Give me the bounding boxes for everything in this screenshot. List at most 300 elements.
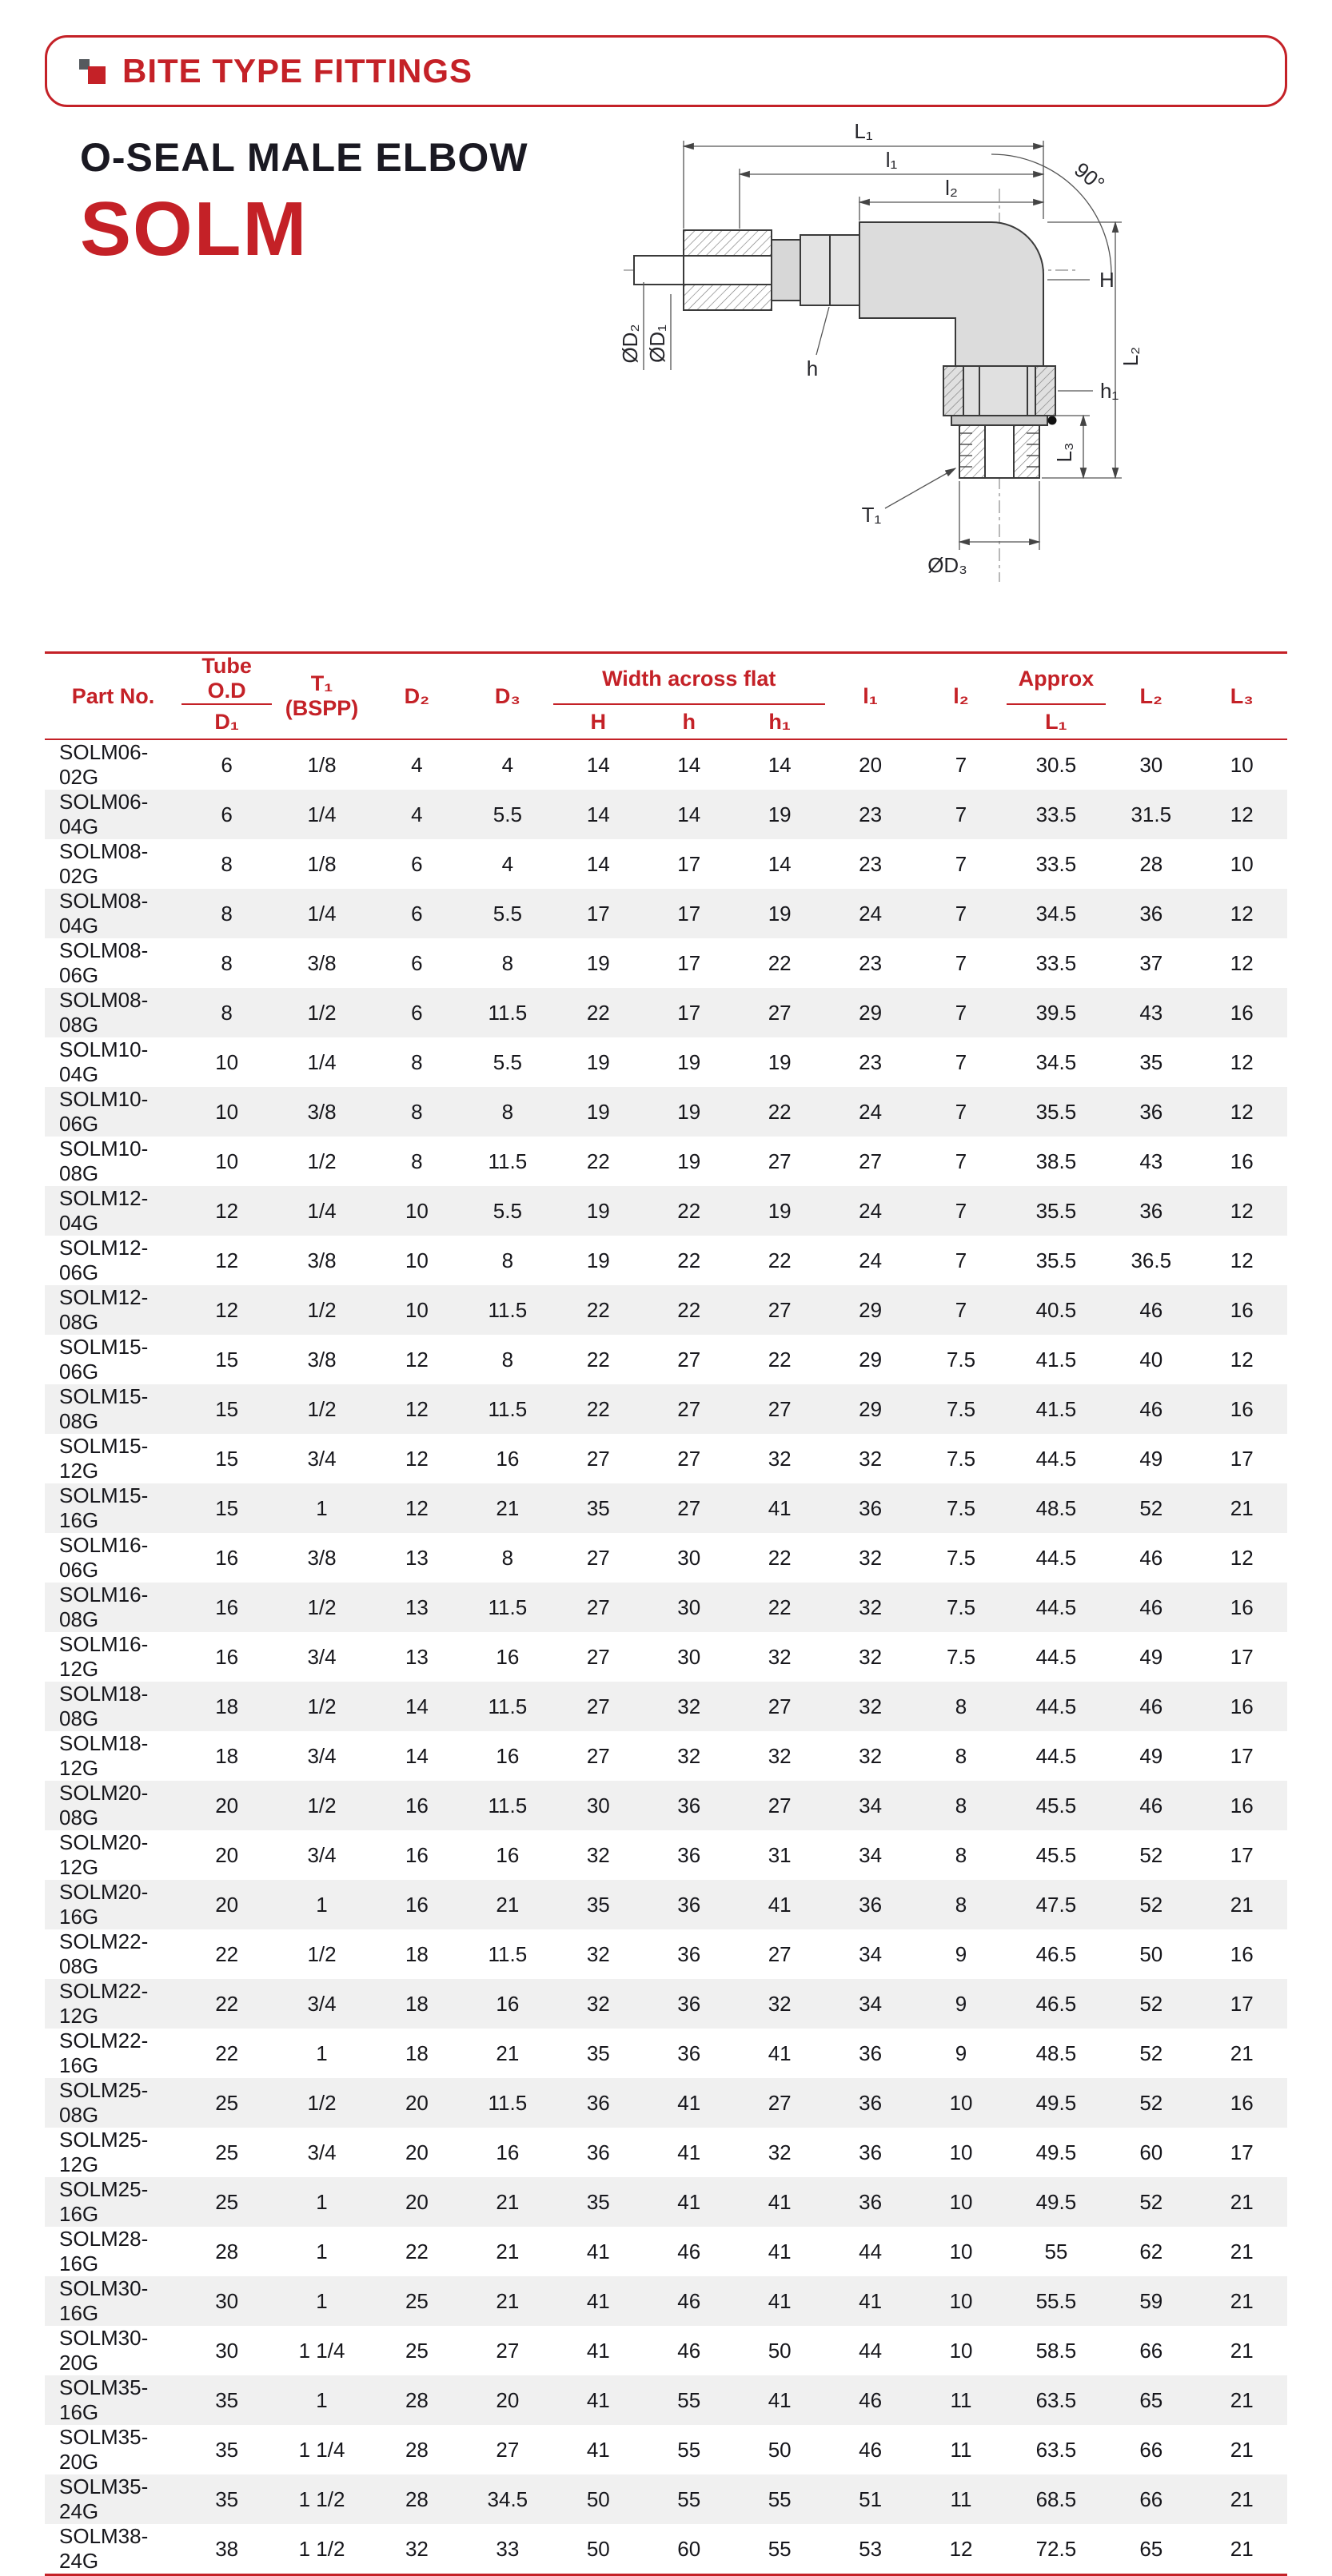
cell-H: 32: [586, 1842, 610, 1867]
cell-L1: 41.5: [1035, 1347, 1077, 1372]
cell-d2: 20: [405, 2140, 429, 2164]
cell-t1: 3/4: [307, 1644, 337, 1669]
cell-H: 22: [586, 1347, 610, 1372]
cell-L3: 17: [1230, 1743, 1254, 1768]
cell-H: 35: [586, 1495, 610, 1520]
cell-t1: 3/8: [307, 1545, 337, 1570]
table-row: [45, 2375, 1287, 2425]
cell-h1: 27: [768, 1941, 792, 1966]
cell-d2: 13: [405, 1644, 429, 1669]
cell-d2: 18: [405, 1991, 429, 2016]
cell-H: 17: [586, 901, 610, 926]
cell-h1: 32: [768, 1743, 792, 1768]
cell-d2: 25: [405, 2338, 429, 2363]
cell-h: 46: [677, 2338, 701, 2363]
cell-d1: 10: [215, 1099, 239, 1124]
cell-d3: 11.5: [488, 1793, 528, 1818]
cell-h: 55: [677, 2437, 701, 2462]
dim-label-h: h: [806, 356, 819, 380]
col-h: h: [682, 709, 696, 734]
cell-L3: 10: [1197, 739, 1288, 790]
cell-L2: 46: [1139, 1396, 1163, 1421]
cell-L3: 17: [1230, 2140, 1254, 2164]
cell-h: 14: [677, 802, 701, 826]
cell-h: 27: [677, 1347, 701, 1372]
cell-h1: 41: [768, 2387, 792, 2412]
cell-H: 35: [586, 2040, 610, 2065]
col-t1: [272, 653, 371, 740]
cell-L2: 66: [1139, 2437, 1163, 2462]
cell-h: 32: [677, 1743, 701, 1768]
cell-L2: 43: [1139, 1149, 1163, 1173]
cell-d3: 8: [501, 1347, 514, 1372]
cell-H: 36: [586, 2090, 610, 2115]
cell-d1: 15: [215, 1396, 239, 1421]
cell-L1: 46.5: [1035, 1991, 1077, 2016]
cell-h1: 19: [768, 802, 792, 826]
dim-label-L3: L₃: [1052, 442, 1076, 463]
cell-L1: 48.5: [1035, 2040, 1077, 2065]
cell-d2: 13: [405, 1545, 429, 1570]
cell-l2: 8: [955, 1892, 967, 1917]
cell-d1: 20: [215, 1892, 239, 1917]
cell-h: 17: [677, 1000, 701, 1025]
cell-l2: 11: [950, 2486, 972, 2511]
cell-part-no: SOLM18-08G: [59, 1682, 149, 1730]
cell-l2: 10: [949, 2090, 973, 2115]
cell-h: 36: [677, 2040, 701, 2065]
cell-L3: 16: [1230, 1941, 1254, 1966]
cell-d1: 8: [221, 950, 233, 975]
cell-L3: 17: [1230, 1644, 1254, 1669]
cell-h: 17: [677, 851, 701, 876]
cell-L1: 45.5: [1035, 1842, 1077, 1867]
cell-d2: 12: [405, 1347, 429, 1372]
cell-L2: 66: [1139, 2338, 1163, 2363]
cell-L2: 46: [1139, 1297, 1163, 1322]
cell-H: 50: [586, 2486, 610, 2511]
cell-L3: 21: [1230, 2189, 1254, 2214]
cell-L2: 46: [1139, 1694, 1163, 1718]
cell-d2: 16: [405, 1842, 429, 1867]
col-t1-symbol: T₁: [310, 671, 333, 695]
table-row: [45, 2425, 1287, 2474]
cell-L3: 12: [1230, 1049, 1254, 1074]
table-row: [45, 2326, 1287, 2375]
cell-H: 19: [586, 1049, 610, 1074]
cell-part-no: SOLM15-16G: [59, 1483, 149, 1532]
cell-h1: 55: [734, 2524, 824, 2575]
cell-part-no: SOLM16-12G: [59, 1632, 149, 1681]
cell-L3: 12: [1230, 901, 1254, 926]
cell-L3: 21: [1230, 2486, 1254, 2511]
cell-t1: 1/2: [307, 1694, 337, 1718]
cell-L2: 52: [1139, 2189, 1163, 2214]
cell-L3: 16: [1230, 1149, 1254, 1173]
cell-l1: 24: [859, 901, 883, 926]
cell-part-no: SOLM35-24G: [59, 2474, 149, 2523]
cell-h: 22: [677, 1248, 701, 1272]
cell-d3: 8: [501, 1248, 514, 1272]
cell-d2: 6: [411, 950, 423, 975]
dim-label-h1: h₁: [1100, 379, 1119, 403]
cell-h: 46: [677, 2288, 701, 2313]
cell-L1: 49.5: [1035, 2140, 1077, 2164]
cell-part-no: SOLM20-12G: [59, 1830, 149, 1879]
cell-d3: 8: [501, 1545, 514, 1570]
cell-L2: 50: [1139, 1941, 1163, 1966]
cell-l1: 32: [859, 1595, 883, 1619]
cell-d1: 25: [215, 2090, 239, 2115]
cell-part-no: SOLM10-04G: [59, 1037, 149, 1086]
cell-h1: 14: [768, 851, 792, 876]
cell-d1: 6: [221, 802, 233, 826]
cell-L3: 21: [1230, 2040, 1254, 2065]
cell-L3: 17: [1230, 1446, 1254, 1471]
cell-part-no: SOLM22-16G: [59, 2029, 149, 2077]
cell-d3: 16: [496, 1743, 520, 1768]
cell-h1: 27: [768, 1793, 792, 1818]
brand-logo-icon: [79, 57, 108, 86]
cell-t1: 3/8: [307, 1347, 337, 1372]
cell-h1: 22: [768, 950, 792, 975]
cell-l2: 7.5: [946, 1644, 976, 1669]
cell-d3: 16: [496, 1991, 520, 2016]
cell-d3: 11.5: [488, 1941, 528, 1966]
cell-l1: 29: [859, 1000, 883, 1025]
cell-h: 27: [677, 1446, 701, 1471]
cell-H: 27: [586, 1595, 610, 1619]
cell-h1: 19: [768, 1198, 792, 1223]
cell-d2: 6: [411, 1000, 423, 1025]
cell-part-no: SOLM08-06G: [59, 938, 149, 987]
table-row: [45, 1781, 1287, 1830]
col-part-no: Part No.: [45, 653, 181, 740]
cell-t1: 3/4: [307, 1991, 337, 2016]
cell-d1: 12: [215, 1198, 239, 1223]
cell-H: 27: [586, 1545, 610, 1570]
cell-H: 19: [586, 1198, 610, 1223]
cell-L2: 52: [1139, 1495, 1163, 1520]
table-row: [45, 1037, 1287, 1087]
cell-H: 27: [586, 1446, 610, 1471]
cell-h1: 27: [768, 2090, 792, 2115]
table-row: [45, 1285, 1287, 1335]
cell-t1: 1/2: [307, 1297, 337, 1322]
product-code: SOLM: [80, 186, 309, 272]
cell-L2: 62: [1139, 2239, 1163, 2263]
cell-d3: 5.5: [493, 1198, 522, 1223]
cell-H: 27: [586, 1644, 610, 1669]
col-H: H: [590, 709, 607, 734]
cell-h: 36: [677, 1991, 701, 2016]
product-name: O-SEAL MALE ELBOW: [80, 135, 528, 180]
cell-h1: 41: [768, 2040, 792, 2065]
table-header: [45, 653, 1287, 740]
cell-h: 41: [677, 2090, 701, 2115]
cell-h1: 22: [768, 1347, 792, 1372]
cell-h1: 55: [768, 2486, 792, 2511]
table-row: [45, 988, 1287, 1037]
cell-d3: 8: [501, 1099, 514, 1124]
cell-part-no: SOLM25-08G: [59, 2078, 149, 2127]
cell-h1: 27: [768, 1149, 792, 1173]
cell-l2: 7: [955, 1198, 967, 1223]
cell-d3: 5.5: [493, 901, 522, 926]
cell-L2: 60: [1139, 2140, 1163, 2164]
cell-d1: 20: [215, 1793, 239, 1818]
cell-d1: 16: [215, 1545, 239, 1570]
cell-d3: 16: [496, 1644, 520, 1669]
section-title: BITE TYPE FITTINGS: [122, 52, 473, 90]
cell-L1: 41.5: [1035, 1396, 1077, 1421]
cell-l2: 7: [955, 1149, 967, 1173]
cell-l1: 23: [859, 802, 883, 826]
cell-l1: 24: [859, 1248, 883, 1272]
cell-h1: 22: [768, 1545, 792, 1570]
col-width-across-flat: Width across flat: [553, 653, 825, 705]
cell-L3: 21: [1230, 2387, 1254, 2412]
logo-red-square: [88, 66, 106, 84]
cell-L2: 52: [1139, 2040, 1163, 2065]
cell-part-no: SOLM06-02G: [45, 739, 181, 790]
table-row: [45, 2524, 1287, 2575]
cell-d3: 4: [462, 739, 552, 790]
cell-L1: 45.5: [1035, 1793, 1077, 1818]
cell-L1: 33.5: [1035, 851, 1077, 876]
cell-d2: 18: [405, 2040, 429, 2065]
cell-t1: 1: [316, 1892, 328, 1917]
cell-d1: 15: [215, 1347, 239, 1372]
cell-h1: 32: [768, 1644, 792, 1669]
table-row: [45, 1137, 1287, 1186]
cell-l1: 36: [859, 2140, 883, 2164]
cell-L2: 52: [1139, 1892, 1163, 1917]
cell-L3: 12: [1230, 950, 1254, 975]
section-banner: [45, 35, 1287, 107]
cell-l1: 51: [859, 2486, 883, 2511]
cell-h: 60: [644, 2524, 734, 2575]
col-l1-small: l₁: [825, 653, 915, 740]
cell-L1: 49.5: [1035, 2189, 1077, 2214]
cell-t1: 1 1/2: [272, 2524, 371, 2575]
cell-H: 14: [553, 739, 644, 790]
dimension-table: [45, 651, 1287, 2576]
cell-l1: 53: [825, 2524, 915, 2575]
cell-t1: 3/8: [307, 1248, 337, 1272]
cell-t1: 1/2: [307, 1000, 337, 1025]
cell-L3: 12: [1230, 1198, 1254, 1223]
cell-d3: 34.5: [487, 2486, 528, 2511]
cell-part-no: SOLM12-04G: [59, 1186, 149, 1235]
cell-l1: 20: [825, 739, 915, 790]
cell-d3: 16: [496, 1446, 520, 1471]
cell-d3: 11.5: [488, 1694, 528, 1718]
cell-H: 22: [586, 1297, 610, 1322]
table-row: [45, 1186, 1287, 1236]
table-row: [45, 1583, 1287, 1632]
dim-label-H: H: [1099, 268, 1115, 292]
cell-t1: 3/8: [307, 1099, 337, 1124]
cell-part-no: SOLM06-04G: [59, 790, 149, 838]
cell-d2: 28: [405, 2387, 429, 2412]
cell-l2: 7.5: [946, 1446, 976, 1471]
cell-t1: 1: [316, 2239, 328, 2263]
cell-H: 19: [586, 1248, 610, 1272]
cell-l2: 7: [955, 901, 967, 926]
table-row: [45, 1929, 1287, 1979]
cell-d1: 20: [215, 1842, 239, 1867]
cell-t1: 1: [316, 2189, 328, 2214]
cell-l1: 46: [859, 2437, 883, 2462]
cell-t1: 1: [316, 2040, 328, 2065]
cell-h: 36: [677, 1793, 701, 1818]
cell-L2: 49: [1139, 1644, 1163, 1669]
cell-part-no: SOLM35-20G: [59, 2425, 149, 2474]
cell-h: 17: [677, 950, 701, 975]
cell-d3: 33: [462, 2524, 552, 2575]
cell-l2: 7: [955, 1297, 967, 1322]
cell-h1: 41: [768, 2288, 792, 2313]
cell-H: 41: [586, 2239, 610, 2263]
cell-h: 36: [677, 1892, 701, 1917]
cell-h1: 22: [768, 1248, 792, 1272]
cell-t1: 1/2: [307, 2090, 337, 2115]
cell-L1: 44.5: [1035, 1595, 1077, 1619]
col-L2: L₂: [1106, 653, 1196, 740]
cell-part-no: SOLM18-12G: [59, 1731, 149, 1780]
cell-d3: 11.5: [488, 1396, 528, 1421]
cell-d2: 28: [405, 2486, 429, 2511]
cell-t1: 1/2: [307, 1595, 337, 1619]
cell-t1: 1/4: [307, 1049, 337, 1074]
cell-l1: 36: [859, 2189, 883, 2214]
cell-L1: 44.5: [1035, 1694, 1077, 1718]
cell-d2: 32: [372, 2524, 462, 2575]
dim-label-L2: L₂: [1119, 346, 1143, 367]
cell-L1: 44.5: [1035, 1446, 1077, 1471]
cell-L1: 46.5: [1035, 1941, 1077, 1966]
cell-h: 41: [677, 2140, 701, 2164]
cell-d3: 21: [496, 2189, 520, 2214]
cell-d1: 8: [221, 901, 233, 926]
dim-label-phiD3: ØD₃: [927, 553, 967, 577]
cell-L3: 21: [1197, 2524, 1288, 2575]
header-row-2: [45, 704, 1287, 739]
cell-l2: 10: [949, 2140, 973, 2164]
cell-d1: 28: [215, 2239, 239, 2263]
table-row: [45, 2029, 1287, 2078]
cell-d1: 12: [215, 1248, 239, 1272]
cell-d2: 20: [405, 2090, 429, 2115]
cell-d2: 4: [411, 802, 423, 826]
cell-L3: 12: [1230, 1347, 1254, 1372]
cell-L1: 55: [1044, 2239, 1068, 2263]
cell-L3: 17: [1230, 1842, 1254, 1867]
cell-h1: 41: [768, 2239, 792, 2263]
cell-l2: 7.5: [946, 1396, 976, 1421]
cell-d2: 10: [405, 1198, 429, 1223]
cell-h1: 22: [768, 1099, 792, 1124]
cell-d3: 21: [496, 2239, 520, 2263]
cell-d2: 14: [405, 1694, 429, 1718]
cell-l2: 7: [955, 1049, 967, 1074]
cell-d1: 16: [215, 1644, 239, 1669]
cell-d1: 22: [215, 1991, 239, 2016]
cell-l1: 41: [859, 2288, 883, 2313]
cell-l2: 7: [955, 1248, 967, 1272]
cell-t1: 1 1/2: [298, 2486, 345, 2511]
cell-h: 22: [677, 1297, 701, 1322]
cell-L3: 21: [1230, 2288, 1254, 2313]
table-row: [45, 1682, 1287, 1731]
cell-part-no: SOLM08-08G: [59, 988, 149, 1037]
cell-d3: 27: [496, 2437, 520, 2462]
cell-part-no: SOLM25-12G: [59, 2128, 149, 2176]
cell-L2: 36: [1139, 1099, 1163, 1124]
cell-d2: 20: [405, 2189, 429, 2214]
cell-d1: 12: [215, 1297, 239, 1322]
cell-h1: 50: [768, 2338, 792, 2363]
cell-d1: 22: [215, 1941, 239, 1966]
cell-l2: 12: [915, 2524, 1006, 2575]
table-row: [45, 1434, 1287, 1483]
dim-label-angle: 90°: [1070, 157, 1110, 197]
cell-part-no: SOLM10-08G: [59, 1137, 149, 1185]
table-row: [45, 1335, 1287, 1384]
cell-L3: 12: [1230, 1248, 1254, 1272]
cell-l2: 8: [955, 1842, 967, 1867]
cell-L1: 35.5: [1035, 1099, 1077, 1124]
cell-h: 30: [677, 1595, 701, 1619]
table-row: [45, 2474, 1287, 2524]
cell-l2: 7: [955, 1099, 967, 1124]
cell-L1: 55.5: [1035, 2288, 1077, 2313]
cell-L3: 12: [1230, 1545, 1254, 1570]
cell-l1: 36: [859, 2090, 883, 2115]
cell-part-no: SOLM12-06G: [59, 1236, 149, 1284]
cell-L2: 31.5: [1131, 802, 1172, 826]
dim-label-l1: l₁: [885, 148, 898, 172]
cell-h1: 31: [768, 1842, 792, 1867]
cell-L3: 16: [1230, 1595, 1254, 1619]
dim-label-phiD1: ØD₁: [645, 324, 669, 363]
cell-d3: 21: [496, 2288, 520, 2313]
cell-h1: 19: [768, 901, 792, 926]
cell-L3: 16: [1230, 1396, 1254, 1421]
cell-t1: 3/4: [307, 2140, 337, 2164]
table-row: [45, 1731, 1287, 1781]
fitting-body: [634, 222, 1057, 478]
cell-h1: 27: [768, 1297, 792, 1322]
cell-d2: 28: [405, 2437, 429, 2462]
cell-d3: 11.5: [488, 1149, 528, 1173]
cell-d2: 16: [405, 1892, 429, 1917]
cell-l1: 36: [859, 2040, 883, 2065]
cell-l2: 10: [949, 2239, 973, 2263]
cell-L1: 44.5: [1035, 1743, 1077, 1768]
cell-d2: 4: [372, 739, 462, 790]
cell-l2: 10: [949, 2338, 973, 2363]
cell-h1: 27: [768, 1694, 792, 1718]
cell-H: 32: [586, 1991, 610, 2016]
cell-l2: 11: [950, 2387, 972, 2412]
elbow-drawing-svg: [588, 102, 1163, 638]
cell-h: 27: [677, 1396, 701, 1421]
cell-d2: 18: [405, 1941, 429, 1966]
cell-part-no: SOLM15-08G: [59, 1384, 149, 1433]
cell-l1: 32: [859, 1446, 883, 1471]
